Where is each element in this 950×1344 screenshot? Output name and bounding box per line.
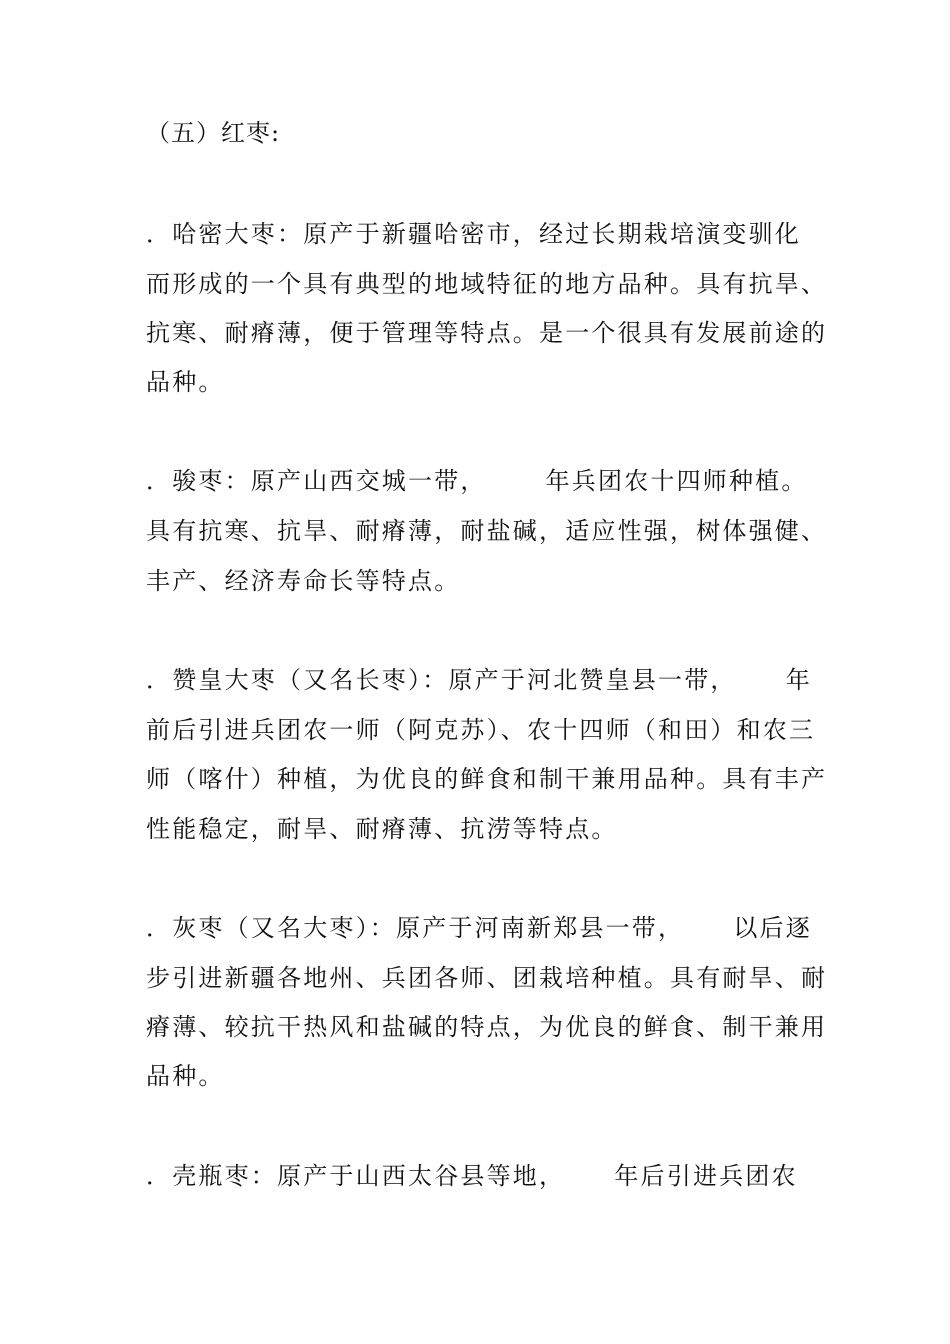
paragraph-grey-jujube-line: 瘠薄、较抗干热风和盐碱的特点，为优良的鲜食、制干兼用: [146, 1013, 828, 1041]
paragraph-hami-jujube-line: ．哈密大枣：原产于新疆哈密市，经过长期栽培演变驯化: [146, 220, 801, 248]
paragraph-keping-jujube-line: ．壳瓶枣：原产于山西太谷县等地， 年后引进兵团农: [146, 1162, 798, 1190]
paragraph-hami-jujube-line: 而形成的一个具有典型的地域特征的地方品种。具有抗旱、: [146, 270, 828, 298]
paragraph-jun-jujube-line: ．骏枣：原产山西交城一带， 年兵团农十四师种植。: [146, 467, 808, 495]
paragraph-zanhuang-jujube-line: 师（喀什）种植，为优良的鲜食和制干兼用品种。具有丰产: [146, 765, 828, 793]
paragraph-zanhuang-jujube-line: 前后引进兵团农一师（阿克苏）、农十四师（和田）和农三: [146, 716, 816, 744]
paragraph-hami-jujube-line: 品种。: [146, 368, 225, 396]
paragraph-zanhuang-jujube-line: ．赞皇大枣（又名长枣）：原产于河北赞皇县一带， 年: [146, 666, 812, 694]
paragraph-jun-jujube-line: 具有抗寒、抗旱、耐瘠薄，耐盐碱，适应性强，树体强健、: [146, 517, 828, 545]
paragraph-zanhuang-jujube-line: 性能稳定，耐旱、耐瘠薄、抗涝等特点。: [146, 815, 618, 843]
paragraph-hami-jujube-line: 抗寒、耐瘠薄，便于管理等特点。是一个很具有发展前途的: [146, 319, 828, 347]
section-title: （五）红枣:: [146, 119, 281, 147]
paragraph-grey-jujube-line: ．灰枣（又名大枣）：原产于河南新郑县一带， 以后逐: [146, 914, 812, 942]
paragraph-jun-jujube-line: 丰产、经济寿命长等特点。: [146, 567, 461, 595]
paragraph-grey-jujube-line: 品种。: [146, 1062, 225, 1090]
paragraph-grey-jujube-line: 步引进新疆各地州、兵团各师、团栽培种植。具有耐旱、耐: [146, 964, 828, 992]
